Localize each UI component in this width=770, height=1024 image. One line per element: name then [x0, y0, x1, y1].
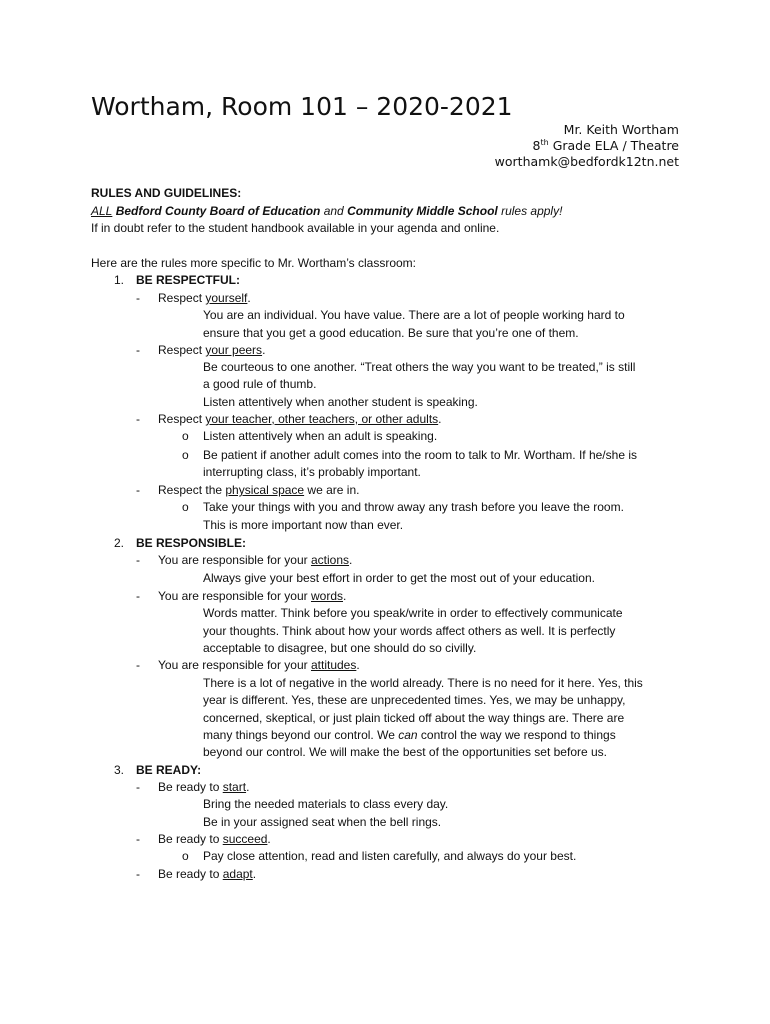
rule-text: .: [356, 658, 360, 672]
rule-detail: beyond our control. We will make the best of the opportunities set before us.: [203, 745, 608, 759]
dash: -: [136, 867, 140, 881]
dash: -: [136, 780, 140, 794]
rule-text: Be ready to: [158, 832, 223, 846]
rule-ready-adapt: [158, 867, 256, 882]
section-1-heading: BE RESPECTFUL:: [136, 273, 241, 287]
bullet-o: o: [182, 448, 189, 462]
rule-text: Respect: [158, 291, 206, 305]
rule-text: control the way we respond to things: [417, 728, 616, 742]
dash: -: [136, 589, 140, 603]
rule-emphasis: physical space: [225, 483, 305, 497]
rule-text: .: [262, 343, 266, 357]
rule-emphasis: your teacher, other teachers, or other adults: [205, 412, 439, 426]
dash: -: [136, 832, 140, 846]
rule-respect-yourself: [158, 291, 251, 306]
rule-emphasis: yourself: [205, 291, 248, 305]
bullet-o: o: [182, 429, 189, 443]
rule-detail: Be in your assigned seat when the bell rings.: [203, 815, 442, 829]
teacher-name: Mr. Keith Wortham: [563, 122, 679, 137]
rule-emphasis: your peers: [205, 343, 263, 357]
dash: -: [136, 658, 140, 672]
rule-detail: interrupting class, it’s probably important.: [203, 465, 421, 479]
rule-detail: Bring the needed materials to class every day.: [203, 797, 449, 811]
dash: -: [136, 291, 140, 305]
rule-text: many things beyond our control. We: [203, 728, 399, 742]
rule-responsible-actions: [158, 553, 352, 568]
rule-emphasis: adapt: [222, 867, 253, 881]
rule-text: You are responsible for your: [158, 589, 311, 603]
rule-detail: Be courteous to one another. “Treat others the way you want to be treated,” is still: [203, 360, 636, 374]
rule-text: You are responsible for your: [158, 553, 311, 567]
grade-number: 8: [532, 138, 541, 153]
apply-school: Community Middle School: [347, 204, 498, 218]
rule-detail: Be patient if another adult comes into the room to talk to Mr. Wortham. If he/she is: [203, 448, 637, 462]
rule-emphasis: actions: [310, 553, 350, 567]
page-title: Wortham, Room 101 – 2020-2021: [91, 92, 513, 121]
rule-text: .: [267, 832, 271, 846]
rule-detail: Pay close attention, read and listen carefully, and always do your best.: [203, 849, 577, 863]
section-3-heading: BE READY:: [136, 763, 202, 777]
dash: -: [136, 343, 140, 357]
rule-respect-teachers: [158, 412, 442, 427]
rule-emphasis: words: [310, 589, 343, 603]
rule-detail: This is more important now than ever.: [203, 518, 404, 532]
rules-heading: RULES AND GUIDELINES:: [91, 186, 242, 200]
rule-respect-peers: [158, 343, 265, 358]
rule-detail: Always give your best effort in order to get the most out of your education.: [203, 571, 595, 585]
rule-text: Be ready to: [158, 867, 223, 881]
rule-text: .: [438, 412, 442, 426]
rule-text: .: [349, 553, 353, 567]
rule-text: .: [247, 291, 251, 305]
apply-all: ALL: [91, 204, 113, 218]
teacher-email: worthamk@bedfordk12tn.net: [494, 154, 679, 169]
rule-emphasis: succeed: [222, 832, 268, 846]
rule-detail: Take your things with you and throw away any trash before you leave the room.: [203, 500, 624, 514]
rule-detail: concerned, skeptical, or just plain ticked off about the way things are. There are: [203, 711, 625, 725]
rule-responsible-words: [158, 589, 346, 604]
rule-detail: year is different. Yes, these are unprecedented times. Yes, we may be unhappy,: [203, 693, 626, 707]
rule-responsible-attitudes: [158, 658, 360, 673]
dash: -: [136, 412, 140, 426]
rule-text: Respect: [158, 412, 206, 426]
section-2-heading: BE RESPONSIBLE:: [136, 536, 247, 550]
rule-text: .: [246, 780, 250, 794]
teacher-grade: [533, 138, 679, 154]
apply-and: and: [320, 204, 348, 218]
rule-ready-start: [158, 780, 249, 795]
intro-line: Here are the rules more specific to Mr. Wortham’s classroom:: [91, 256, 416, 270]
apply-line: [91, 204, 562, 219]
doubt-line: If in doubt refer to the student handbook available in your agenda and online.: [91, 221, 500, 235]
rule-detail: Words matter. Think before you speak/write in order to effectively communicate: [203, 606, 623, 620]
grade-superscript: th: [540, 137, 549, 147]
rule-emphasis: attitudes: [310, 658, 357, 672]
apply-board: Bedford County Board of Education: [112, 204, 321, 218]
dash: -: [136, 483, 140, 497]
rule-detail: You are an individual. You have value. There are a lot of people working hard to: [203, 308, 625, 322]
section-3-number: 3.: [113, 763, 124, 777]
rule-emphasis: can: [398, 728, 418, 742]
rule-detail: acceptable to disagree, but one should do so civilly.: [203, 641, 477, 655]
bullet-o: o: [182, 500, 189, 514]
rule-respect-space: [158, 483, 359, 498]
bullet-o: o: [182, 849, 189, 863]
apply-tail: rules apply!: [497, 204, 563, 218]
rule-detail: Listen attentively when an adult is speaking.: [203, 429, 438, 443]
rule-detail: [203, 728, 616, 743]
rule-text: Respect: [158, 343, 206, 357]
rule-text: You are responsible for your: [158, 658, 311, 672]
rule-detail: a good rule of thumb.: [203, 377, 317, 391]
rule-text: Be ready to: [158, 780, 223, 794]
dash: -: [136, 553, 140, 567]
rule-detail: Listen attentively when another student is speaking.: [203, 395, 478, 409]
grade-text: Grade ELA / Theatre: [548, 138, 679, 153]
rule-text: .: [343, 589, 347, 603]
rule-text: we are in.: [304, 483, 360, 497]
section-1-number: 1.: [113, 273, 124, 287]
rule-detail: There is a lot of negative in the world already. There is no need for it here. Yes, this: [203, 676, 643, 690]
rule-detail: your thoughts. Think about how your words affect others as well. It is perfectly: [203, 624, 616, 638]
rule-emphasis: start: [222, 780, 247, 794]
rule-text: Respect the: [158, 483, 226, 497]
rule-detail: ensure that you get a good education. Be sure that you’re one of them.: [203, 326, 579, 340]
rule-ready-succeed: [158, 832, 271, 847]
section-2-number: 2.: [113, 536, 124, 550]
rule-text: .: [252, 867, 257, 881]
